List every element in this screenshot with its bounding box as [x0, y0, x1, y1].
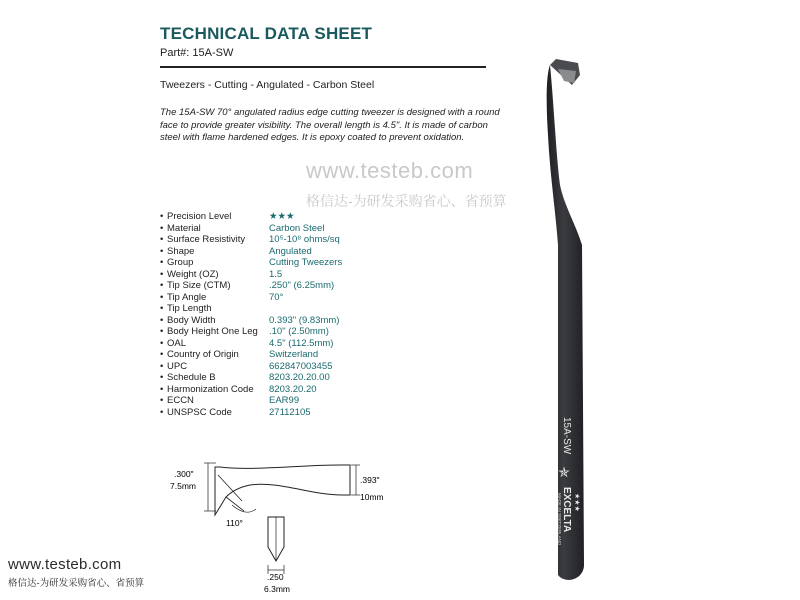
- spec-value: 8203.20.20.00: [269, 372, 330, 383]
- spec-label: • Tip Angle: [160, 292, 269, 304]
- spec-row: [160, 292, 342, 304]
- spec-row: [160, 234, 342, 246]
- spec-label: • Shape: [160, 246, 269, 258]
- body-width-in-label: .393": [360, 475, 380, 485]
- spec-value: Cutting Tweezers: [269, 257, 343, 268]
- spec-label: • Precision Level: [160, 211, 269, 223]
- spec-label: • Schedule B: [160, 372, 269, 384]
- spec-label: • Material: [160, 223, 269, 235]
- angle-label: 110°: [226, 518, 243, 528]
- spec-label: • Country of Origin: [160, 349, 269, 361]
- footer-watermark-url: www.testeb.com: [8, 556, 122, 573]
- spec-label: • Tip Size (CTM): [160, 280, 269, 292]
- product-subtitle: Tweezers - Cutting - Angulated - Carbon Steel: [160, 79, 375, 91]
- excelta-star-logo-icon: ✯: [558, 464, 570, 480]
- tweezer-origin-text: MADE IN SWITZERLAND: [557, 493, 562, 546]
- spec-label: • Harmonization Code: [160, 384, 269, 396]
- spec-value: 8203.20.20: [269, 383, 317, 395]
- spec-row: [160, 361, 342, 373]
- angle-arc: [232, 505, 256, 512]
- spec-label: • ECCN: [160, 395, 269, 407]
- header-divider: [160, 66, 486, 68]
- spec-row: [160, 211, 342, 223]
- spec-row: [160, 384, 342, 396]
- spec-row: [160, 246, 342, 258]
- spec-label: • UNSPSC Code: [160, 407, 269, 419]
- tip-dimension-diagram: [160, 455, 390, 600]
- spec-label: • OAL: [160, 338, 269, 350]
- spec-label: • Surface Resistivity: [160, 234, 269, 246]
- part-number-line: [160, 47, 233, 59]
- spec-row: [160, 372, 342, 384]
- spec-value: 662847003455: [269, 360, 333, 372]
- spec-value: Angulated: [269, 245, 312, 257]
- tweezer-brand-text: EXCELTA: [561, 487, 572, 533]
- watermark-url: www.testeb.com: [306, 158, 474, 183]
- spec-label: • Tip Length: [160, 303, 269, 315]
- spec-row: [160, 303, 342, 315]
- spec-label: • Body Height One Leg: [160, 326, 269, 338]
- spec-value: Carbon Steel: [269, 222, 325, 234]
- spec-value: 4.5" (112.5mm): [269, 337, 334, 349]
- tip-height-mm-label: 7.5mm: [170, 481, 196, 491]
- spec-value: .250" (6.25mm): [269, 280, 335, 291]
- spec-label: • UPC: [160, 361, 269, 373]
- body-width-mm-label: 10mm: [360, 492, 384, 502]
- tweezer-stars: ★★★: [573, 493, 580, 512]
- part-label: Part#:: [160, 47, 190, 59]
- spec-label: • Group: [160, 257, 269, 269]
- spec-value: 0.393" (9.83mm): [269, 314, 340, 326]
- tip-width-mm-label: 6.3mm: [264, 584, 290, 594]
- tweezer-tip-highlight: [558, 69, 576, 83]
- spec-label: • Body Width: [160, 315, 269, 327]
- watermark-chinese: 格信达-为研发采购省心、省预算: [306, 193, 507, 209]
- spec-list: [160, 211, 342, 418]
- spec-value: 1.5: [269, 268, 283, 280]
- tweezer-model-text: 15A-SW: [561, 417, 572, 455]
- footer-watermark-chinese: 格信达-为研发采购省心、省预算: [8, 578, 145, 589]
- spec-row: [160, 315, 342, 327]
- spec-value: EAR99: [269, 395, 300, 406]
- spec-row: [160, 257, 342, 269]
- tip-width-in-label: .250: [267, 572, 284, 582]
- page-title: TECHNICAL DATA SHEET: [160, 24, 373, 43]
- spec-value: .10" (2.50mm): [269, 326, 329, 337]
- spec-row: [160, 407, 342, 419]
- spec-row: [160, 280, 342, 292]
- spec-value: ★★★: [269, 211, 295, 222]
- spec-row: [160, 349, 342, 361]
- spec-value: 10⁵-10⁸ ohms/sq: [269, 234, 340, 245]
- tip-height-in-label: .300": [174, 469, 194, 479]
- spec-row: [160, 223, 342, 235]
- part-number: 15A-SW: [192, 47, 234, 59]
- spec-value: 27112105: [269, 406, 311, 418]
- tweezer-product-image: [520, 45, 610, 590]
- spec-row: [160, 269, 342, 281]
- spec-row: [160, 326, 342, 338]
- product-description: The 15A-SW 70° angulated radius edge cutting tweezer is designed with a round face to provide greater visibility. The overall length is 4.5". It is made of carbon steel with flame hardened edges. It is epoxy coated to prevent oxidation.: [160, 107, 500, 143]
- spec-value: 70°: [269, 291, 284, 303]
- spec-value: Switzerland: [269, 349, 319, 360]
- spec-label: • Weight (OZ): [160, 269, 269, 281]
- spec-row: [160, 338, 342, 350]
- spec-row: [160, 395, 342, 407]
